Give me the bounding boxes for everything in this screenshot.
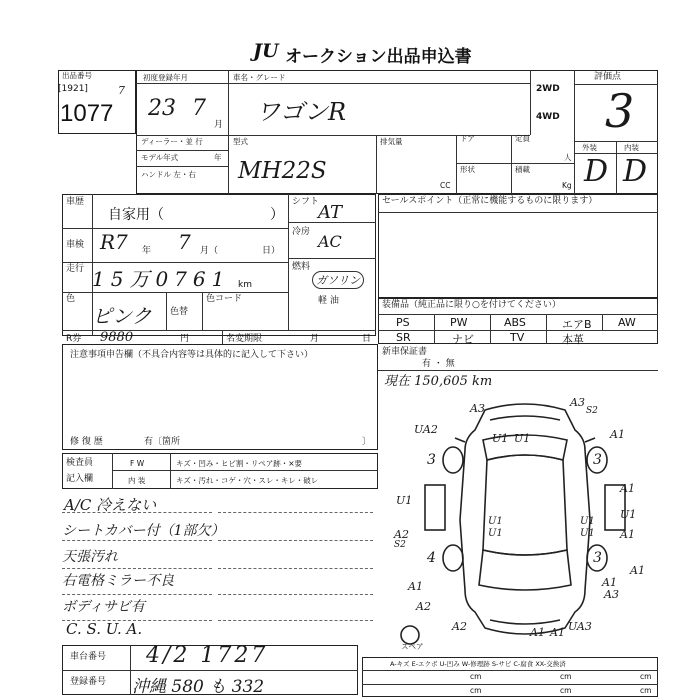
ac-value: AC — [318, 232, 342, 251]
recycle-unit: 円 — [180, 334, 190, 344]
first-reg-month: 7 — [192, 96, 206, 121]
load-label: 積載 — [515, 165, 530, 174]
chassis-label: 車台番号 — [70, 652, 107, 662]
lot-corner-label: 出品番号 — [62, 71, 92, 80]
notes-label: 注意事項申告欄（不具合内容等は具体的に記入して下さい） — [70, 350, 314, 360]
interior-value: D — [623, 154, 648, 189]
equip-airbag[interactable]: エアB — [562, 318, 592, 331]
inspection-month-unit: 月（ — [200, 246, 219, 256]
shift-label: シフト — [292, 197, 320, 207]
remark-6: C. S. U. A. — [66, 620, 143, 638]
mark-u1-roof-1: U1 — [488, 516, 503, 527]
legend-cm-2: cm — [560, 672, 572, 681]
entry-label: 記入欄 — [66, 474, 94, 484]
mark-a3-front-right: A3 — [570, 396, 585, 409]
remark-5: ボディサビ有 — [62, 599, 145, 615]
kg-unit: Kg — [562, 181, 572, 190]
mark-a3-front-left: A3 — [470, 402, 485, 415]
lot-number: 1077 — [60, 100, 114, 127]
mark-a1-rear-right: A1 — [602, 576, 617, 589]
remark-3: 天張汚れ — [62, 549, 118, 565]
drive-4wd[interactable]: 4WD — [536, 112, 560, 122]
inspector-label: 検査員 — [66, 458, 94, 468]
equip-sr[interactable]: SR — [396, 331, 411, 344]
registration-label: 登録番号 — [70, 677, 107, 687]
mark-ua2: UA2 — [414, 423, 438, 436]
equipment-label: 装備品（純正品に限り○を付けてください） — [382, 300, 561, 310]
mark-u1-roof-2: U1 — [488, 528, 503, 539]
meigi-month: 月 — [310, 334, 320, 344]
drive-2wd[interactable]: 2WD — [536, 84, 560, 94]
interior-label: 内装 — [624, 143, 639, 152]
legend-cm-6: cm — [640, 686, 652, 695]
circle-mark-rear-right: 3 — [593, 550, 602, 566]
car-name-label: 車名・グレード — [233, 73, 286, 82]
dealer-label: ディーラー・並 行 — [141, 137, 203, 146]
mark-a1-right-3: A1 — [620, 528, 635, 541]
inspection-year-unit: 年 — [142, 246, 152, 256]
color-grade-label: 色替 — [170, 307, 189, 317]
circle-mark-front-right: 3 — [593, 452, 602, 468]
first-reg-label: 初度登録年月 — [143, 73, 188, 82]
mileage-label: 走行 — [66, 264, 85, 274]
circle-mark-front-left: 3 — [427, 452, 436, 468]
mark-u1-roof-4: U1 — [580, 528, 595, 539]
ju-logo: JU — [253, 40, 279, 62]
mark-a1-right-2: A1 — [620, 482, 635, 495]
repair-close: 〕 — [362, 437, 372, 447]
inspection-month: 7 — [178, 230, 191, 254]
lot-code: [1921] — [58, 84, 88, 94]
equip-aw[interactable]: AW — [618, 316, 636, 329]
mark-a2-left: A2 — [394, 528, 409, 541]
displacement-label: 排気量 — [380, 137, 403, 146]
remark-1: A/C 冷えない — [64, 496, 157, 514]
repair-label: 修 復 歴 — [70, 437, 103, 447]
registration-value: 沖縄 580 も 332 — [132, 677, 265, 697]
type-label: 型式 — [233, 137, 248, 146]
usage-label: 車歴 — [66, 197, 85, 207]
equip-tv[interactable]: TV — [510, 331, 525, 344]
exterior-value: D — [584, 154, 609, 189]
equip-leather[interactable]: 本革 — [562, 333, 584, 346]
car-name: ワゴンR — [256, 98, 347, 126]
mileage-value: 15万0761 — [92, 267, 231, 291]
mark-a1-rear-bumper-1: A1 — [530, 626, 545, 639]
spare-label: スペア — [401, 642, 424, 651]
mark-s2-front-right: S2 — [586, 406, 598, 416]
color-code-label: 色コード — [206, 294, 243, 304]
fw-label: F W — [130, 459, 145, 468]
sales-point-box — [378, 194, 658, 298]
equip-abs[interactable]: ABS — [504, 316, 526, 329]
circle-mark-rear-left: 4 — [427, 550, 436, 566]
inspection-day-unit: 日） — [262, 246, 281, 256]
form-title: オークション出品申込書 — [285, 47, 472, 67]
mark-a3-rear-right: A3 — [604, 588, 619, 601]
shift-value: AT — [318, 202, 343, 223]
inspection-era: R7 — [100, 230, 128, 254]
legend-cm-4: cm — [470, 686, 482, 695]
ac-label: 冷房 — [292, 227, 311, 237]
equip-navi[interactable]: ナビ — [452, 333, 474, 346]
equip-ps[interactable]: PS — [396, 316, 410, 329]
mark-a2-rear-bumper: A2 — [452, 620, 467, 633]
inspection-label: 車検 — [66, 240, 85, 250]
recycle-label: R券 — [66, 334, 82, 344]
legend-cm-3: cm — [640, 672, 652, 681]
color-value: ピンク — [92, 304, 152, 328]
mark-u1-hood-2: U1 — [514, 432, 531, 445]
grade-label: 評価点 — [594, 72, 622, 82]
model-year-unit: 年 — [214, 153, 222, 162]
door-label: ドア — [460, 134, 475, 143]
mark-u1-left: U1 — [396, 494, 413, 507]
remark-2: シートカバー付（1部欠） — [62, 523, 225, 539]
usage-close: ） — [270, 207, 284, 223]
remark-4: 右電格ミラー不良 — [62, 573, 174, 589]
meigi-label: 名変期限 — [226, 334, 263, 344]
km-unit: km — [238, 280, 252, 290]
diesel-label: 軽 油 — [318, 296, 339, 306]
meigi-day: 日 — [362, 334, 372, 344]
repair-value: 有〔箇所 — [144, 437, 181, 447]
mark-u1-right: U1 — [620, 508, 637, 521]
sales-point-label: セールスポイント（正常に機能するものに限ります） — [382, 196, 598, 206]
shape-label: 形状 — [460, 165, 475, 174]
person-unit: 人 — [564, 153, 572, 162]
inside-label: 内 装 — [128, 476, 146, 485]
inspector-row1: キズ・凹み・ヒビ割・リペア跡・×要 — [176, 459, 302, 468]
exterior-label: 外装 — [582, 143, 597, 152]
recycle-value: 9880 — [100, 330, 134, 345]
cc-unit: CC — [440, 181, 451, 190]
mark-u1-roof-3: U1 — [580, 516, 595, 527]
legend-cm-1: cm — [470, 672, 482, 681]
mark-a1-rear-bumper-2: A1 — [550, 626, 565, 639]
mark-a1-right-1: A1 — [610, 428, 625, 441]
model-year-label: モデル年式 — [141, 153, 179, 162]
equip-pw[interactable]: PW — [450, 316, 468, 329]
capacity-label: 定員 — [515, 134, 530, 143]
lot-small-number: 7 — [118, 84, 125, 97]
mark-s2-left: S2 — [394, 540, 406, 550]
mark-a2-rear-left: A2 — [416, 600, 431, 613]
warranty-label: 新車保証書 — [382, 347, 428, 357]
inspector-row2: キズ・汚れ・コゲ・穴・スレ・キレ・破レ — [176, 476, 319, 485]
warranty-value: 有 ・ 無 — [422, 359, 455, 369]
first-reg-year: 23 — [148, 96, 176, 121]
month-unit: 月 — [214, 120, 224, 130]
mark-a1-right-rear: A1 — [630, 564, 645, 577]
handle-label: ハンドル 左・右 — [141, 170, 196, 179]
color-label: 色 — [66, 294, 76, 304]
type-value: MH22S — [238, 158, 327, 184]
chassis-value: 4/2 1727 — [146, 643, 269, 668]
mark-ua3-rear: UA3 — [568, 620, 592, 633]
fuel-label: 燃料 — [292, 262, 311, 272]
legend-line: A-キズ E-エクボ U-凹み W-修理跡 S-サビ C-腐食 XX-交換済 — [390, 660, 566, 668]
mark-u1-hood-1: U1 — [492, 432, 509, 445]
usage-value: 自家用（ — [108, 207, 164, 223]
mark-a1-rear-left: A1 — [408, 580, 423, 593]
fuel-value: ガソリン — [312, 271, 364, 289]
warranty-note: 現在 150,605 km — [384, 374, 493, 389]
top-info-table — [136, 70, 658, 194]
grade-value: 3 — [605, 84, 635, 138]
legend-cm-5: cm — [560, 686, 572, 695]
